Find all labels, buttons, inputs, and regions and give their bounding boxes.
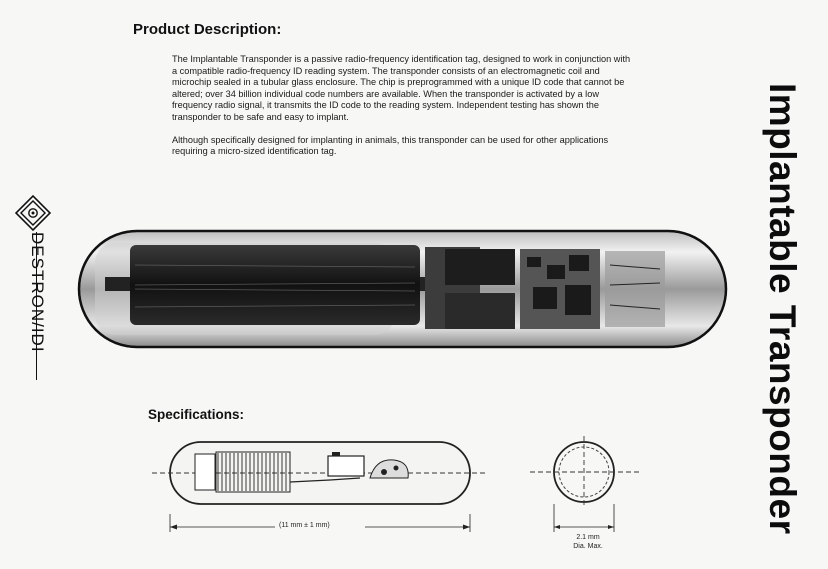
diameter-note: Dia. Max. xyxy=(573,543,603,550)
description-paragraph-2: Although specifically designed for implanting in animals, this transponder can be used for other applications requiring a micro-sized identification tag. xyxy=(172,134,609,157)
brand-name: DESTRON/IDI xyxy=(28,232,47,353)
diameter-value: 2.1 mm xyxy=(576,534,600,541)
description-paragraph-1: The Implantable Transponder is a passive radio-frequency identification tag, designed to work in conjunction with a compatible radio-frequency ID reading system. The transponder consists of an electromagnetic coil and microchip sealed in a tubular glass enclosure. The chip is preprogrammed with a unique ID code that cannot be altered; over 34 billion individual code numbers are available. When the transponder is activated by a low frequency radio signal, it transmits the ID code to the reading system. Independent testing has shown the transponder to be safe and easy to implant. xyxy=(172,54,631,122)
product-description-body xyxy=(172,54,637,169)
specifications-heading: Specifications: xyxy=(148,407,245,422)
product-description-heading: Product Description: xyxy=(133,21,282,38)
length-dimension-label: (11 mm ± 1 mm) xyxy=(279,522,330,529)
diameter-dimension-label xyxy=(563,533,613,551)
side-title: Implantable Transponder xyxy=(762,83,803,535)
transponder-photo xyxy=(75,225,730,355)
